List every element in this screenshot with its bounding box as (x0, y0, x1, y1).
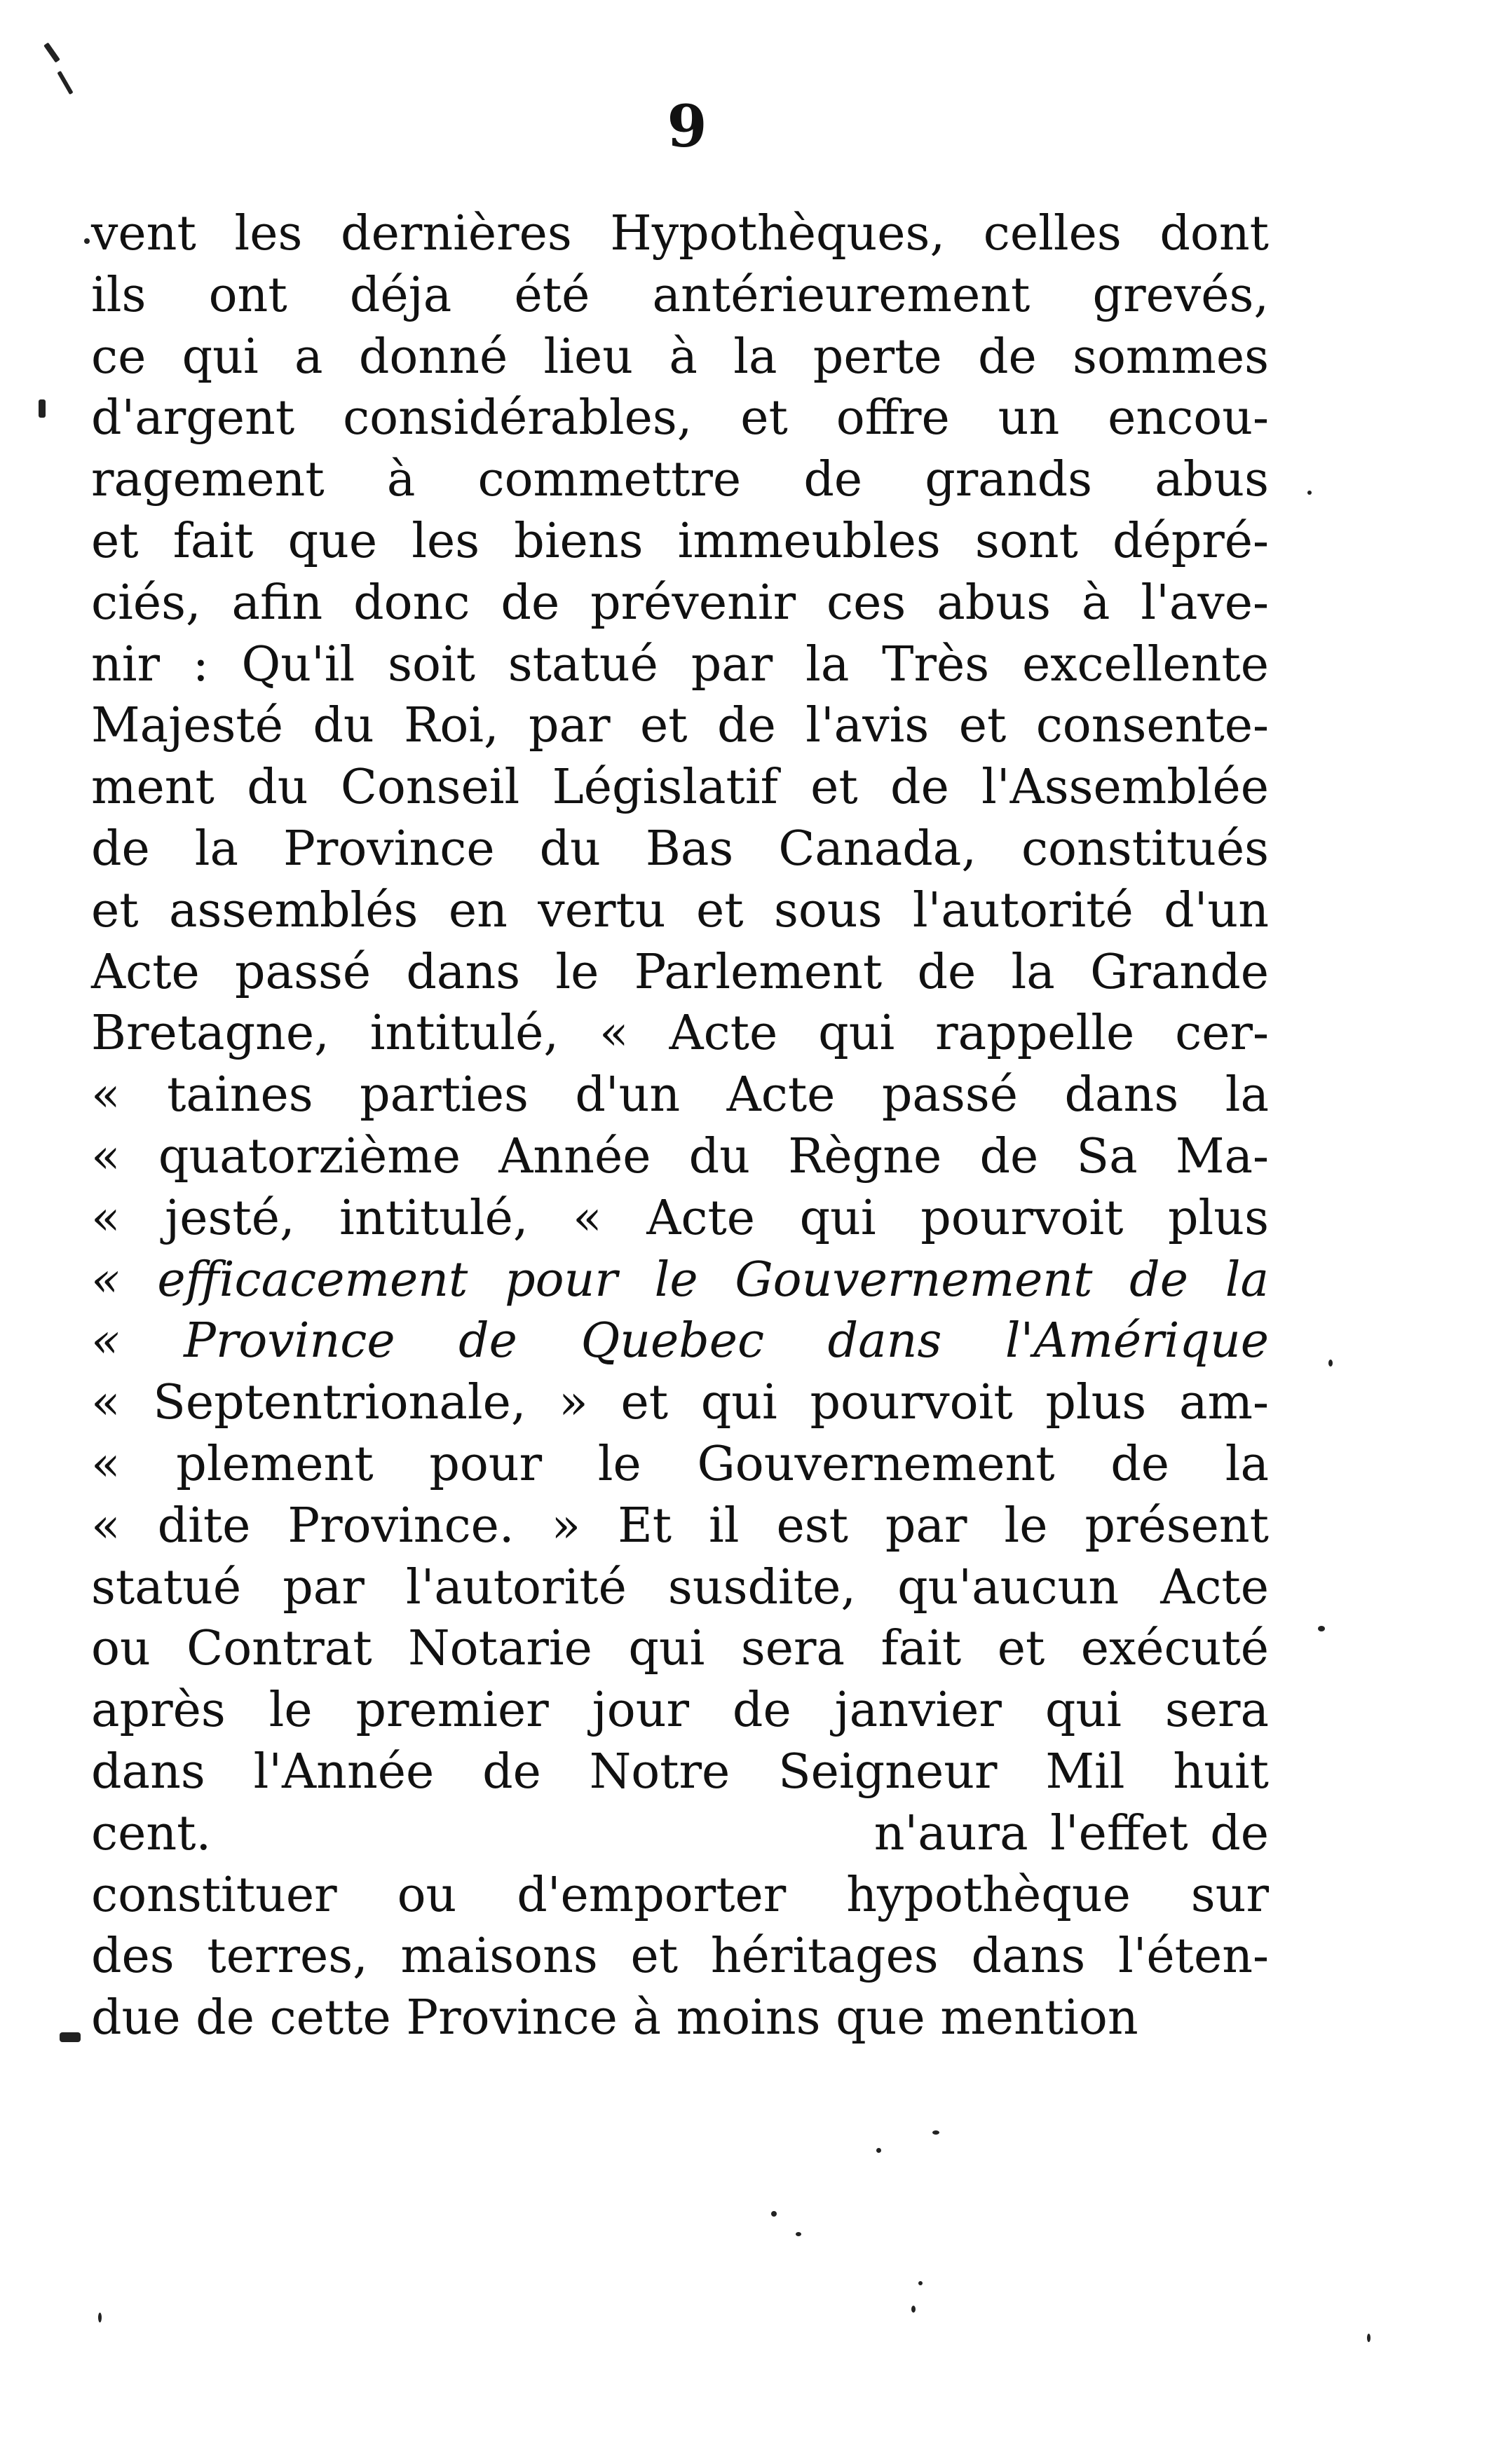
scan-speck (1307, 491, 1312, 495)
text-line: d'argent considérables, et offre un encou- (91, 390, 1269, 446)
text-line: ment du Conseil Législatif et de l'Assemblée (91, 760, 1269, 816)
text-line: nir : Qu'il soit statué par la Très excellente (91, 636, 1269, 692)
scan-speck (84, 238, 90, 244)
text-line-italic: « Province de Quebec dans l'Amérique (91, 1313, 1269, 1369)
text-line: « jesté, intitulé, « Acte qui pourvoit plus (91, 1190, 1269, 1246)
text-line: vent les dernières Hypothèques, celles dont (91, 206, 1269, 261)
scan-speck (796, 2232, 801, 2236)
text-line: ils ont déja été antérieurement grevés, (91, 267, 1269, 323)
scan-speck (1318, 1626, 1325, 1631)
scan-speck (57, 71, 73, 95)
scan-speck (98, 2313, 102, 2322)
text-line: et assemblés en vertu et sous l'autorité d'un (91, 882, 1269, 938)
text-line: statué par l'autorité susdite, qu'aucun Acte (91, 1559, 1269, 1615)
scan-speck (1328, 1360, 1333, 1367)
text-line: « quatorzième Année du Règne de Sa Ma- (91, 1128, 1269, 1184)
scan-speck (60, 2032, 81, 2042)
text-line: « Septentrionale, » et qui pourvoit plus am- (91, 1375, 1269, 1431)
text-line: Acte passé dans le Parlement de la Grande (91, 944, 1269, 1000)
text-line: et fait que les biens immeubles sont dépré- (91, 513, 1269, 569)
body-text (91, 203, 1269, 2049)
scan-speck (932, 2130, 939, 2135)
text-line: « plement pour le Gouvernement de la (91, 1436, 1269, 1492)
scan-speck (918, 2281, 923, 2285)
scan-speck (876, 2148, 881, 2153)
text-line: cent. n'aura l'effet de (91, 1805, 1269, 1861)
scan-speck (43, 42, 60, 62)
text-line: de la Province du Bas Canada, constitués (91, 821, 1269, 877)
text-line: constituer ou d'emporter hypothèque sur (91, 1867, 1269, 1923)
scan-speck (39, 399, 46, 418)
text-line: des terres, maisons et héritages dans l'éten- (91, 1929, 1269, 1985)
text-line: ciés, afin donc de prévenir ces abus à l'ave- (91, 575, 1269, 631)
text-line-italic: « efficacement pour le Gouvernement de la (91, 1252, 1269, 1308)
text-line: due de cette Province à moins que mention (91, 1990, 1138, 2046)
text-line: « taines parties d'un Acte passé dans la (91, 1067, 1269, 1123)
page-number: 9 (667, 93, 707, 160)
text-line: ou Contrat Notarie qui sera fait et exécuté (91, 1621, 1269, 1677)
scan-speck (771, 2211, 777, 2217)
text-line: après le premier jour de janvier qui sera (91, 1683, 1269, 1739)
text-line: Majesté du Roi, par et de l'avis et consente- (91, 698, 1269, 754)
text-line: dans l'Année de Notre Seigneur Mil huit (91, 1744, 1269, 1800)
text-line: ragement à commettre de grands abus (91, 452, 1269, 508)
text-line: « dite Province. » Et il est par le présent (91, 1498, 1269, 1554)
text-line: ce qui a donné lieu à la perte de sommes (91, 329, 1269, 385)
scan-speck (1367, 2334, 1371, 2342)
text-line: Bretagne, intitulé, « Acte qui rappelle cer- (91, 1006, 1269, 1062)
scan-speck (911, 2306, 916, 2313)
